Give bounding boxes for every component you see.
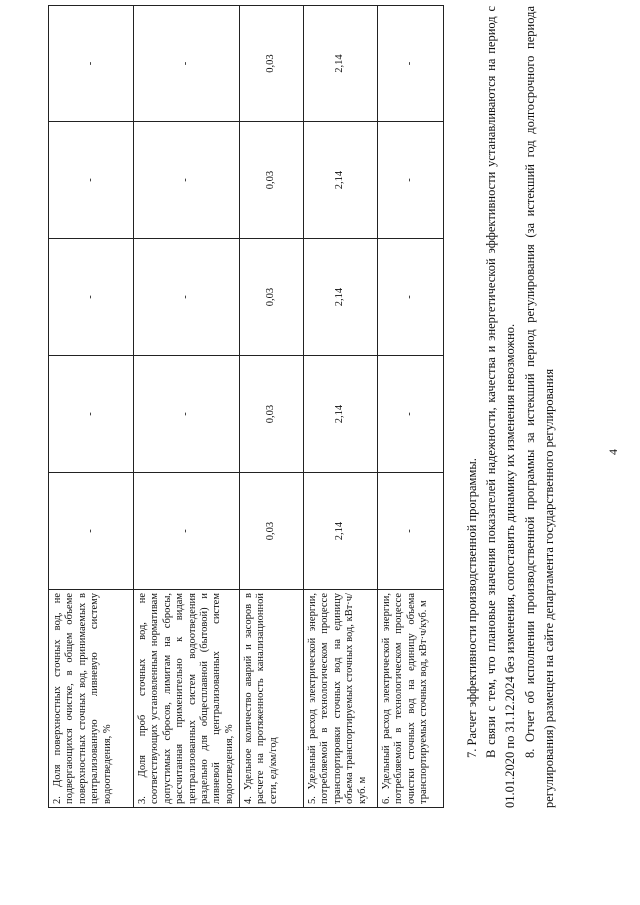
table-cell: 2,14 xyxy=(304,6,378,122)
table-cell: 0,03 xyxy=(240,239,304,356)
indicator-name: 2. Доля поверхностных сточных вод, не подвергающихся очистке, в общем объеме поверхностных сточных вод, принимаемых в централизованную ливневую систему водоотведения, % xyxy=(49,590,134,808)
table-cell: - xyxy=(134,356,240,473)
table-cell: - xyxy=(378,239,444,356)
section-7-paragraph: В связи с тем, что плановые значения показателей надежности, качества и энергетической эффективности устанавливаются на период с 01.01.2020 по 31.12.2024 без изменения, сопоставить динамику их изменения невозможно. xyxy=(484,6,518,808)
table-cell: 0,03 xyxy=(240,356,304,473)
section-8-paragraph: 8. Отчет об исполнении производственной программы за истекший период регулирования (за истекший год долгосрочного периода регулирования) размещен на сайте департамента государственного регулирования xyxy=(522,6,556,808)
table-row xyxy=(49,6,134,808)
indicator-name: 6. Удельный расход электрической энергии, потребляемой в технологическом процессе очистки сточных вод на единицу объема транспортируемых сточных вод, кВт·ч/куб. м xyxy=(378,590,444,808)
indicator-name: 3. Доля проб сточных вод, не соответствующих установленным нормативам допустимых сбросов, лимитам на сбросы, рассчитанная применительно к видам централизованных систем водоотведения раздельно для общесплавной (бытовой) и ливневой централизованных систем водоотведения, % xyxy=(134,590,240,808)
table-cell: - xyxy=(378,6,444,122)
table-cell: - xyxy=(134,122,240,239)
table-cell: - xyxy=(134,6,240,122)
table-row xyxy=(134,6,240,808)
table-cell: - xyxy=(49,473,134,590)
indicators-table xyxy=(48,5,444,808)
table-cell: - xyxy=(49,122,134,239)
table-cell: - xyxy=(378,122,444,239)
table-cell: 2,14 xyxy=(304,356,378,473)
table-cell: 0,03 xyxy=(240,122,304,239)
indicator-name: 5. Удельный расход электрической энергии, потребляемой в технологическом процессе транспортировки сточных вод на единицу объема транспортируемых сточных вод, кВт·ч/куб. м xyxy=(304,590,378,808)
text-section xyxy=(463,6,559,808)
table-cell: - xyxy=(378,356,444,473)
table-row xyxy=(304,6,378,808)
table-cell: 2,14 xyxy=(304,239,378,356)
table-cell: 0,03 xyxy=(240,6,304,122)
table-cell: - xyxy=(49,6,134,122)
table-cell: 2,14 xyxy=(304,122,378,239)
table-cell: - xyxy=(378,473,444,590)
table-cell: - xyxy=(134,239,240,356)
table-cell: 0,03 xyxy=(240,473,304,590)
table-cell: - xyxy=(134,473,240,590)
table-cell: - xyxy=(49,356,134,473)
table-cell: 2,14 xyxy=(304,473,378,590)
page-number: 4 xyxy=(606,449,620,455)
table-cell: - xyxy=(49,239,134,356)
table-row xyxy=(240,6,304,808)
indicator-name: 4. Удельное количество аварий и засоров в расчете на протяженность канализационной сети, ед/км/год xyxy=(240,590,304,808)
section-7-heading: 7. Расчет эффективности производственной программы. xyxy=(465,458,479,758)
table-row xyxy=(378,6,444,808)
